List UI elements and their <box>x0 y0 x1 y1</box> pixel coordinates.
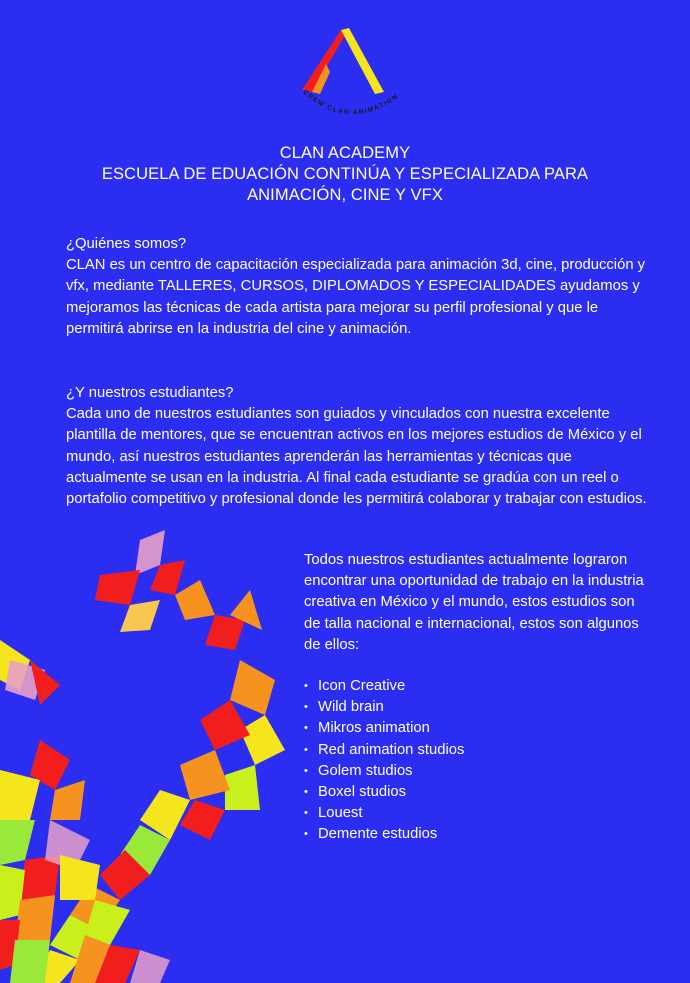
studio-name: Golem studios <box>318 762 413 779</box>
list-item <box>304 697 604 718</box>
section-nuestros-estudiantes <box>66 383 656 510</box>
studio-name: Boxel studios <box>318 784 407 801</box>
logo-yellow-stroke <box>341 28 384 94</box>
list-item <box>304 803 604 824</box>
studio-name: Demente estudios <box>318 826 438 843</box>
page-header <box>0 143 690 206</box>
studio-name: Mikros animation <box>318 720 430 737</box>
section-paragraph: CLAN es un centro de capacitación especializada para animación 3d, cine, producción y vfx, mediante TALLERES, CURSOS, DIPLOMADOS Y ESPECIALIDADES ayudamos y mejoramos las técnicas de cada artista para mejorar su perfil profesional y que le permitirá abrirse en la industria del cine y animación. <box>66 257 646 337</box>
bullet-icon: • <box>304 680 308 692</box>
section-paragraph: Cada uno de nuestros estudiantes son guiados y vinculados con nuestra excelente plantilla de mentores, que se encuentran activos en los mejores estudios de México y el mundo, así nuestros estudiantes aprenderán las herramientas y técnicas que actualmente se usan en la industria. Al final cada estudiante se gradúa con un reel o portafolio competitivo y profesional donde les permitirá colaborar y trabajar con estudios. <box>66 406 647 508</box>
section-paragraph: Todos nuestros estudiantes actualmente lograron encontrar una oportunidad de trabajo en la industria creativa en México y el mundo, estos estudios son de talla nacional e internacional, estos son algunos de ellos: <box>304 552 644 653</box>
section-quienes-somos <box>66 234 656 340</box>
studio-name: Icon Creative <box>318 678 406 694</box>
decorative-ribbon-art <box>0 520 300 983</box>
list-item <box>304 782 604 803</box>
list-item <box>304 761 604 782</box>
studio-name: Wild brain <box>318 699 384 716</box>
header-subtitle-line2: ANIMACIÓN, CINE Y VFX <box>247 186 443 204</box>
bullet-icon: • <box>304 807 308 820</box>
list-item <box>304 824 604 845</box>
studio-name: Louest <box>318 805 363 822</box>
bullet-icon: • <box>304 722 308 735</box>
section-question: ¿Y nuestros estudiantes? <box>66 385 234 401</box>
bullet-icon: • <box>304 828 308 841</box>
list-item <box>304 718 604 739</box>
bullet-icon: • <box>304 764 308 777</box>
header-title: CLAN ACADEMY <box>279 144 411 162</box>
studio-name: Red animation studios <box>318 741 465 758</box>
list-item <box>304 740 604 761</box>
clan-logo-mark <box>282 22 408 132</box>
header-subtitle-line1: ESCUELA DE EDUACIÓN CONTINÚA Y ESPECIALIZADA PARA <box>101 165 589 183</box>
clan-logo <box>282 22 408 132</box>
list-item <box>304 676 604 697</box>
ribbon-illustration <box>0 520 300 983</box>
bullet-icon: • <box>304 786 308 799</box>
studios-list <box>304 676 604 846</box>
bullet-icon: • <box>304 701 308 714</box>
logo-arc-text: CREW CLAN ANIMATION <box>301 88 401 117</box>
bullet-icon: • <box>304 743 308 756</box>
section-oportunidades <box>304 550 650 656</box>
section-question: ¿Quiénes somos? <box>66 236 187 252</box>
